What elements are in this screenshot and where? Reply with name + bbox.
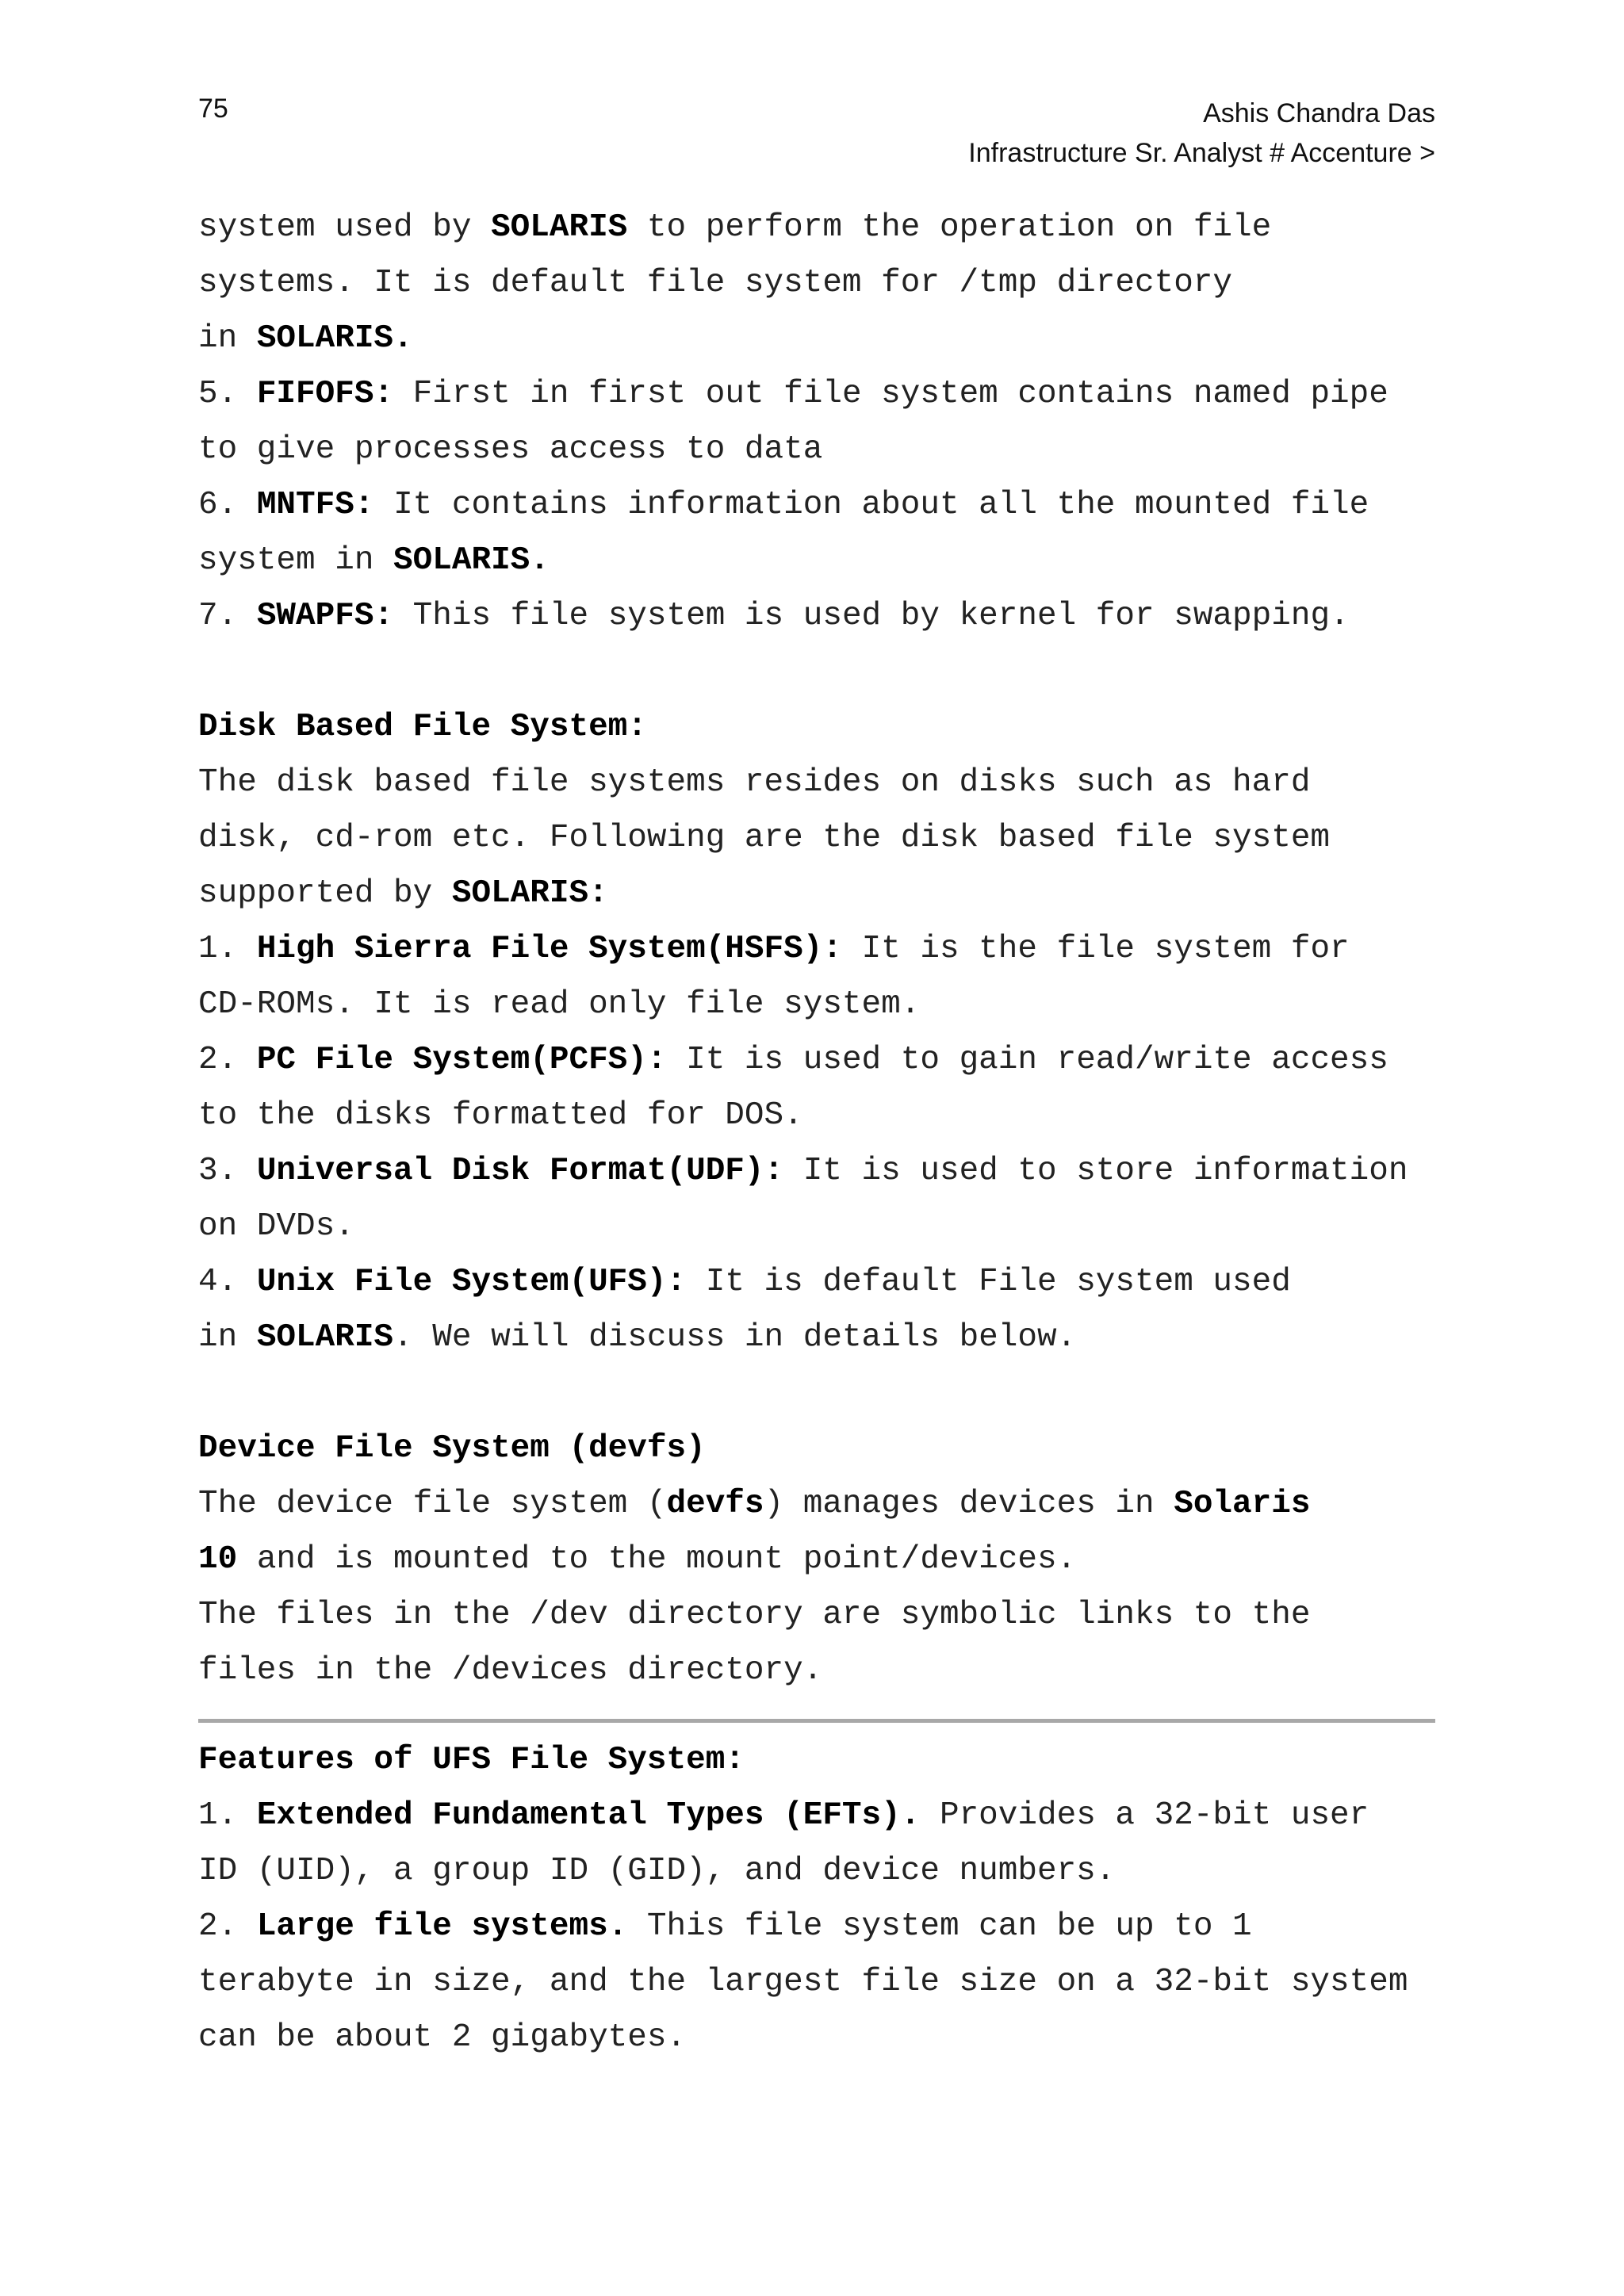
bold-term: Solaris bbox=[1174, 1486, 1311, 1522]
item-sep: : bbox=[373, 598, 413, 634]
list-item-continuation: to the disks formatted for DOS. bbox=[198, 1097, 803, 1134]
item-sep: : bbox=[646, 1042, 687, 1078]
item-number: 1. bbox=[198, 931, 257, 967]
item-number: 2. bbox=[198, 1042, 257, 1078]
item-name: Extended Fundamental Types (EFTs) bbox=[256, 1797, 901, 1834]
author-block bbox=[968, 94, 1435, 173]
item-text: It is used to store information bbox=[802, 1153, 1408, 1189]
list-item bbox=[198, 366, 1451, 422]
paragraph-line: The disk based file systems resides on disks such as hard bbox=[198, 764, 1311, 801]
spacer bbox=[198, 1365, 1451, 1421]
bold-term: SOLARIS bbox=[491, 209, 628, 246]
item-text: It is the file system for bbox=[861, 931, 1350, 967]
bold-term: SOLARIS bbox=[256, 1319, 394, 1356]
heading-colon: : bbox=[627, 709, 647, 745]
item-number: 2. bbox=[198, 1908, 257, 1945]
paragraph-line: files in the /devices directory. bbox=[198, 1652, 823, 1689]
item-text: This file system can be up to 1 bbox=[646, 1908, 1252, 1945]
text-run: . bbox=[393, 320, 413, 357]
bold-term: 10 bbox=[198, 1541, 238, 1578]
list-item bbox=[198, 921, 1451, 977]
intro-line bbox=[198, 311, 1451, 366]
item-name: PC File System(PCFS) bbox=[256, 1042, 647, 1078]
text-run: in bbox=[198, 320, 257, 357]
item-number: 5. bbox=[198, 376, 257, 412]
heading-text: Disk Based File System bbox=[198, 709, 628, 745]
author-name: Ashis Chandra Das bbox=[1203, 98, 1435, 128]
list-item-continuation: terabyte in size, and the largest file size on a 32-bit system bbox=[198, 1964, 1408, 2000]
item-number: 1. bbox=[198, 1797, 257, 1834]
item-number: 4. bbox=[198, 1264, 257, 1300]
item-sep: : bbox=[764, 1153, 803, 1189]
item-name: Universal Disk Format(UDF) bbox=[256, 1153, 764, 1189]
item-text: First in first out file system contains named pipe bbox=[412, 376, 1388, 412]
text-run: to perform the operation on file bbox=[627, 209, 1272, 246]
heading-colon: : bbox=[725, 1742, 745, 1778]
item-name: SWAPFS bbox=[256, 598, 374, 634]
item-name: High Sierra File System(HSFS) bbox=[256, 931, 823, 967]
item-text: It is used to gain read/write access bbox=[686, 1042, 1388, 1078]
item-sep: : bbox=[666, 1264, 706, 1300]
bold-term: devfs bbox=[666, 1486, 764, 1522]
item-number: 7. bbox=[198, 598, 257, 634]
item-number: 6. bbox=[198, 487, 257, 523]
paragraph-line: disk, cd-rom etc. Following are the disk based file system bbox=[198, 820, 1331, 856]
item-text: It contains information about all the mounted file bbox=[393, 487, 1369, 523]
list-item bbox=[198, 1788, 1451, 1843]
intro-line bbox=[198, 200, 1451, 255]
text-run: : bbox=[588, 875, 608, 912]
list-item bbox=[198, 1899, 1451, 1954]
list-item-continuation bbox=[198, 533, 1451, 588]
item-sep: . bbox=[900, 1797, 940, 1834]
list-item-continuation: to give processes access to data bbox=[198, 431, 823, 468]
bold-term: SOLARIS bbox=[256, 320, 394, 357]
list-item bbox=[198, 1143, 1451, 1199]
list-item bbox=[198, 477, 1451, 533]
page-number: 75 bbox=[198, 94, 228, 124]
document-body bbox=[198, 200, 1451, 2065]
section-heading-devfs bbox=[198, 1421, 1451, 1476]
text-run: and is mounted to the mount point/devices. bbox=[237, 1541, 1077, 1578]
list-item-continuation: ID (UID), a group ID (GID), and device numbers. bbox=[198, 1853, 1116, 1889]
item-sep: : bbox=[373, 376, 413, 412]
text-run: supported by bbox=[198, 875, 452, 912]
list-item bbox=[198, 1032, 1451, 1088]
list-item-continuation bbox=[198, 1310, 1451, 1365]
paragraph-line bbox=[198, 1476, 1451, 1532]
item-sep: : bbox=[354, 487, 394, 523]
bold-term: SOLARIS bbox=[451, 875, 589, 912]
list-item-continuation: on DVDs. bbox=[198, 1208, 354, 1245]
paragraph-line: The files in the /dev directory are symbolic links to the bbox=[198, 1597, 1311, 1633]
item-name: Large file systems bbox=[256, 1908, 608, 1945]
author-role: Infrastructure Sr. Analyst # Accenture > bbox=[968, 138, 1435, 168]
section-heading-disk bbox=[198, 699, 1451, 755]
spacer bbox=[198, 644, 1451, 699]
list-item-continuation: CD-ROMs. It is read only file system. bbox=[198, 986, 921, 1023]
list-item-continuation: can be about 2 gigabytes. bbox=[198, 2019, 687, 2056]
paragraph-line bbox=[198, 1532, 1451, 1587]
section-heading-ufs bbox=[198, 1732, 1451, 1788]
item-sep: . bbox=[607, 1908, 647, 1945]
heading-text: Device File System (devfs) bbox=[198, 1430, 706, 1467]
item-number: 3. bbox=[198, 1153, 257, 1189]
list-item bbox=[198, 1254, 1451, 1310]
item-name: FIFOFS bbox=[256, 376, 374, 412]
item-text: It is default File system used bbox=[705, 1264, 1291, 1300]
item-text: This file system is used by kernel for swapping. bbox=[412, 598, 1350, 634]
section-divider bbox=[198, 1719, 1435, 1723]
paragraph-line bbox=[198, 866, 1451, 921]
text-run: in bbox=[198, 1319, 257, 1356]
heading-text: Features of UFS File System bbox=[198, 1742, 726, 1778]
text-run: . bbox=[530, 542, 550, 579]
text-run: . We will discuss in details below. bbox=[393, 1319, 1077, 1356]
text-run: The device file system ( bbox=[198, 1486, 667, 1522]
list-item bbox=[198, 588, 1451, 644]
item-sep: : bbox=[822, 931, 862, 967]
text-run: system used by bbox=[198, 209, 492, 246]
bold-term: SOLARIS bbox=[393, 542, 530, 579]
item-text: Provides a 32-bit user bbox=[939, 1797, 1369, 1834]
item-name: MNTFS bbox=[256, 487, 354, 523]
text-run: system in bbox=[198, 542, 394, 579]
item-name: Unix File System(UFS) bbox=[256, 1264, 667, 1300]
intro-line: systems. It is default file system for /tmp directory bbox=[198, 265, 1233, 301]
text-run: ) manages devices in bbox=[764, 1486, 1174, 1522]
